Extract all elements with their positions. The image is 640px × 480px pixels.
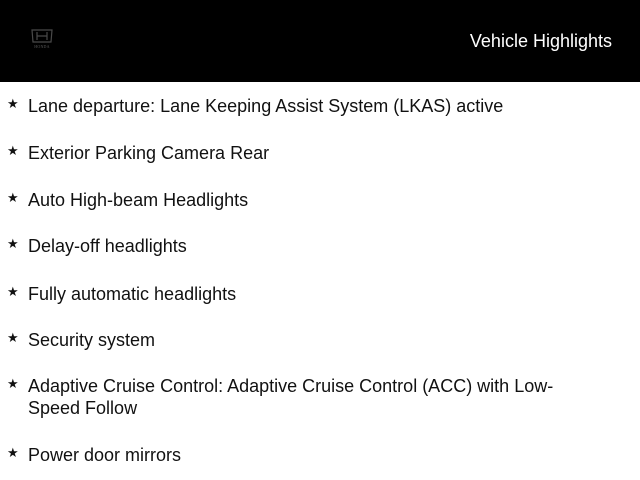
highlight-label: Lane departure: Lane Keeping Assist System (LKAS) active xyxy=(28,96,504,116)
page-title: Vehicle Highlights xyxy=(469,31,612,51)
star-icon: ★ xyxy=(7,191,19,206)
highlight-label: Adaptive Cruise Control: Adaptive Cruise Control (ACC) with Low-Speed Follow xyxy=(28,376,554,418)
star-icon: ★ xyxy=(7,144,19,159)
highlight-label: Auto High-beam Headlights xyxy=(28,190,249,210)
highlight-label: Delay-off headlights xyxy=(28,236,187,256)
star-icon: ★ xyxy=(7,97,19,112)
star-icon: ★ xyxy=(7,377,19,392)
highlight-label: Power door mirrors xyxy=(28,445,182,465)
logo-wordmark: HONDA xyxy=(34,44,50,49)
star-icon: ★ xyxy=(7,285,19,300)
star-icon: ★ xyxy=(7,331,19,346)
header-bar xyxy=(0,0,640,82)
star-icon: ★ xyxy=(7,237,19,252)
highlight-label: Exterior Parking Camera Rear xyxy=(28,143,270,163)
star-icon: ★ xyxy=(7,446,19,461)
highlight-label: Fully automatic headlights xyxy=(28,284,237,304)
highlight-label: Security system xyxy=(28,330,156,350)
